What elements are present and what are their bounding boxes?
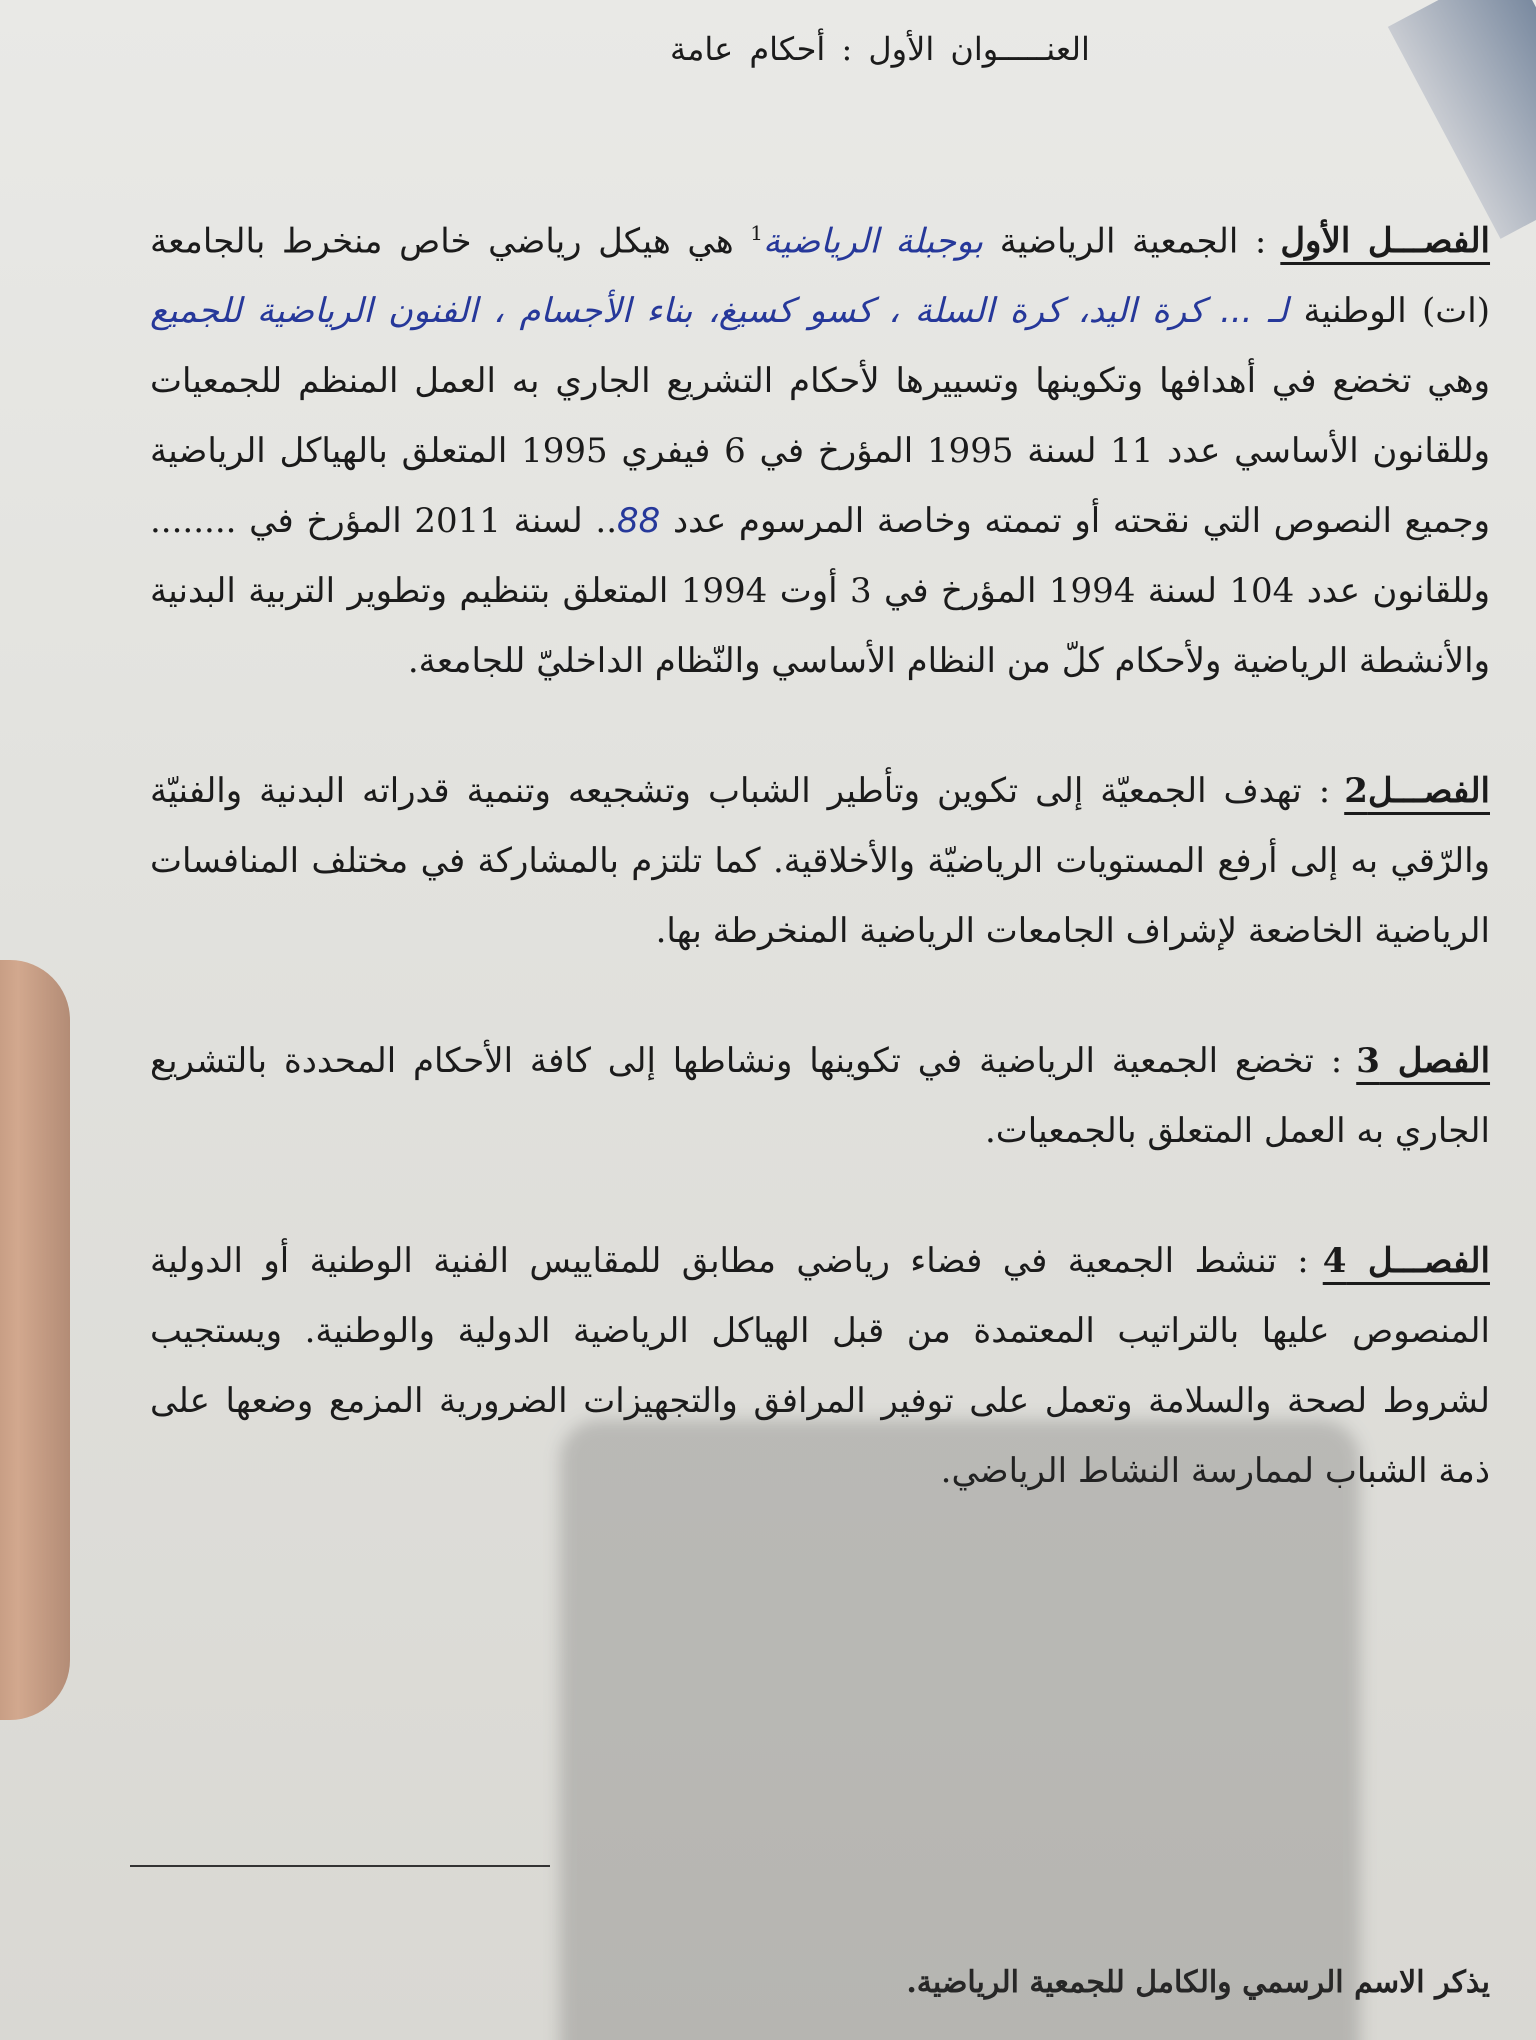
- article-4-text: : تنشط الجمعية في فضاء رياضي مطابق للمقاييس الفنية الوطنية أو الدولية المنصوص عليها بالتراتيب المعتمدة من قبل الهياكل الرياضية الدولية والوطنية. ويستجيب لشروط لصحة والسلامة وتعمل على توفير المرافق والتجهيزات الضرورية المزمع وضعها على ذمة الشباب لممارسة النشاط الرياضي.: [150, 1241, 1490, 1492]
- article-1: [150, 198, 1490, 696]
- phone-shadow: [560, 1420, 1360, 2040]
- handwritten-decree-number: 88: [617, 501, 661, 542]
- article-1-heading: الفصـــل الأول: [1280, 221, 1491, 262]
- article-1-text-end: .. لسنة 2011 المؤرخ في ........ وللقانون عدد 104 لسنة 1994 المؤرخ في 3 أوت 1994 المتعلق بتنظيم وتطوير التربية البدنية والأنشطة الرياضية ولأحكام كلّ من النظام الأساسي والنّظام الداخليّ للجامعة.: [150, 501, 1490, 682]
- section-title: العنـــــوان الأول : أحكام عامة: [670, 30, 1090, 68]
- article-2: [150, 756, 1490, 966]
- article-3-heading: الفصل 3: [1356, 1041, 1491, 1082]
- article-3-text: : تخضع الجمعية الرياضية في تكوينها ونشاطها إلى كافة الأحكام المحددة بالتشريع الجاري به العمل المتعلق بالجمعيات.: [150, 1041, 1490, 1152]
- footnote-text: يذكر الاسم الرسمي والكامل للجمعية الرياضية.: [906, 1965, 1490, 2000]
- article-2-heading: الفصـــل2: [1344, 771, 1490, 812]
- article-3-body: [150, 1026, 1490, 1166]
- article-4-heading: الفصـــل 4: [1322, 1241, 1490, 1282]
- thumb: [0, 960, 70, 1720]
- handwritten-association-name: بوجبلة الرياضية: [763, 221, 984, 262]
- article-1-body: [150, 198, 1490, 696]
- article-1-text-before: : الجمعية الرياضية: [983, 221, 1267, 262]
- article-1-text-rest: وهي تخضع في أهدافها وتكوينها وتسييرها لأحكام التشريع الجاري به العمل المنظم للجمعيات وللقانون الأساسي عدد 11 لسنة 1995 المؤرخ في 6 فيفري 1995 المتعلق بالهياكل الرياضية وجميع النصوص التي نقحته أو تممته وخاصة المرسوم عدد: [150, 361, 1490, 542]
- footnote-mark: 1: [750, 221, 764, 245]
- article-3: [150, 1026, 1490, 1166]
- article-2-text: : تهدف الجمعيّة إلى تكوين وتأطير الشباب وتشجيعه وتنمية قدراته البدنية والفنيّة والرّقي به إلى أرفع المستويات الرياضيّة والأخلاقية. كما تلتزم بالمشاركة في مختلف المنافسات الرياضية الخاضعة لإشراف الجامعات الرياضية المنخرطة بها.: [150, 771, 1490, 952]
- article-2-body: [150, 756, 1490, 966]
- article-1-text-after: هي هيكل رياضي خاص منخرط بالجامعة (ات) الوطنية: [150, 221, 1490, 332]
- handwritten-federations: لـ ... كرة اليد، كرة السلة ، كسو كسيغ، بناء الأجسام ، الفنون الرياضية للجميع: [150, 291, 1289, 332]
- footnote-separator: [130, 1865, 550, 1867]
